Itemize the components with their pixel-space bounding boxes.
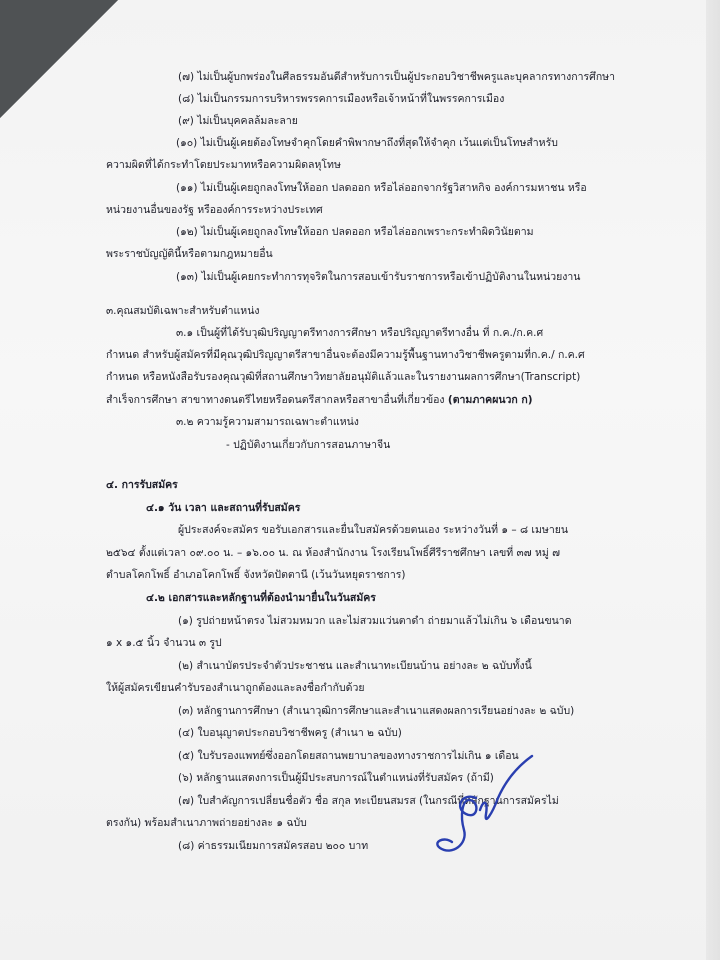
annex-note: (ตามภาคผนวก ก) xyxy=(447,394,533,406)
section4-heading: ๔. การรับสมัคร xyxy=(106,479,178,491)
section3-line-4-text: สำเร็จการศึกษา สาขาทางดนตรีไทยหรือดนตรีสากลหรือสาขาอื่นที่เกี่ยวข้อง xyxy=(106,394,445,406)
doc-item-2: (๒) สำเนาบัตรประจำตัวประชาชน และสำเนาทะเบียนบ้าน อย่างละ ๒ ฉบับทั้งนี้ xyxy=(178,660,532,672)
section3-line-2: กำหนด สำหรับผู้สมัครที่มีคุณวุฒิปริญญาตรีสาขาอื่นจะต้องมีความรู้พื้นฐานทางวิชาชีพครูตามที่ก.ค./ ก.ค.ศ xyxy=(106,349,585,361)
section4-sub1-heading: ๔.๑ วัน เวลา และสถานที่รับสมัคร xyxy=(146,502,301,514)
doc-item-4: (๔) ใบอนุญาตประกอบวิชาชีพครู (สำเนา ๒ ฉบับ) xyxy=(178,727,402,739)
item-12-cont: พระราชบัญญัตินี้หรือตามกฎหมายอื่น xyxy=(106,248,273,260)
doc-item-5: (๕) ใบรับรองแพทย์ซึ่งออกโดยสถานพยาบาลของทางราชการไม่เกิน ๑ เดือน xyxy=(178,750,519,762)
doc-item-3: (๓) หลักฐานการศึกษา (สำเนาวุฒิการศึกษาและสำเนาแสดงผลการเรียนอย่างละ ๒ ฉบับ) xyxy=(178,705,575,717)
doc-item-2-cont: ให้ผู้สมัครเขียนคำรับรองสำเนาถูกต้องและลงชื่อกำกับด้วย xyxy=(106,682,365,694)
section4-sub1-line-2: ๒๕๖๔ ตั้งแต่เวลา ๐๙.๐๐ น. – ๑๖.๐๐ น. ณ ห้องสำนักงาน โรงเรียนโพธิ์ศีรีราชศึกษา เลขที่ ๓๗ หมู่ ๗ xyxy=(106,547,561,559)
doc-item-1: (๑) รูปถ่ายหน้าตรง ไม่สวมหมวก และไม่สวมแว่นตาดำ ถ่ายมาแล้วไม่เกิน ๖ เดือนขนาด xyxy=(178,615,572,627)
item-11: (๑๑) ไม่เป็นผู้เคยถูกลงโทษให้ออก ปลดออก หรือไล่ออกจากรัฐวิสาหกิจ องค์การมหาชน หรือ xyxy=(176,182,587,194)
item-13: (๑๓) ไม่เป็นผู้เคยกระทำการทุจริตในการสอบเข้ารับราชการหรือเข้าปฏิบัติงานในหน่วยงาน xyxy=(176,271,581,283)
doc-item-8: (๘) ค่าธรรมเนียมการสมัครสอบ ๒๐๐ บาท xyxy=(178,840,369,852)
item-7: (๗) ไม่เป็นผู้บกพร่องในศีลธรรมอันดีสำหรับการเป็นผู้ประกอบวิชาชีพครูและบุคลากรทางการศึกษา xyxy=(178,71,615,83)
item-10: (๑๐) ไม่เป็นผู้เคยต้องโทษจำคุกโดยคำพิพากษาถึงที่สุดให้จำคุก เว้นแต่เป็นโทษสำหรับ xyxy=(176,137,558,149)
item-8: (๘) ไม่เป็นกรรมการบริหารพรรคการเมืองหรือเจ้าหน้าที่ในพรรคการเมือง xyxy=(178,93,505,105)
section3-line-3: กำหนด หรือหนังสือรับรองคุณวุฒิที่สถานศึกษาวิทยาลัยอนุมัติแล้วและในรายงานผลการศึกษา(Transcript) xyxy=(106,371,581,383)
item-9: (๙) ไม่เป็นบุคคลล้มละลาย xyxy=(178,115,298,127)
section4-sub1-line-3: ตำบลโคกโพธิ์ อำเภอโคกโพธิ์ จังหวัดปัตตานี (เว้นวันหยุดราชการ) xyxy=(106,569,406,581)
section3-heading: ๓.คุณสมบัติเฉพาะสำหรับตำแหน่ง xyxy=(106,305,260,317)
section3-line-1: ๓.๑ เป็นผู้ที่ได้รับวุฒิปริญญาตรีทางการศึกษา หรือปริญญาตรีทางอื่น ที่ ก.ค./ก.ค.ศ xyxy=(176,327,544,339)
section3-sub2: ๓.๒ ความรู้ความสามารถเฉพาะตำแหน่ง xyxy=(176,416,359,428)
item-12: (๑๒) ไม่เป็นผู้เคยถูกลงโทษให้ออก ปลดออก หรือไล่ออกเพราะกระทำผิดวินัยตาม xyxy=(176,226,534,238)
handwritten-signature xyxy=(418,752,538,864)
doc-item-7: (๗) ใบสำคัญการเปลี่ยนชื่อตัว ชื่อ สกุล ทะเบียนสมรส (ในกรณีที่หลักฐานการสมัครไม่ xyxy=(178,795,559,807)
doc-item-1-cont: ๑ x ๑.๕ นิ้ว จำนวน ๓ รูป xyxy=(106,637,222,649)
doc-item-6: (๖) หลักฐานแสดงการเป็นผู้มีประสบการณ์ในตำแหน่งที่รับสมัคร (ถ้ามี) xyxy=(178,772,494,784)
doc-item-7-cont: ตรงกัน) พร้อมสำเนาภาพถ่ายอย่างละ ๑ ฉบับ xyxy=(106,817,307,829)
section4-sub2-heading: ๔.๒ เอกสารและหลักฐานที่ต้องนำมายื่นในวันสมัคร xyxy=(146,592,376,604)
section3-line-4 xyxy=(106,391,533,409)
section3-sub2-item: - ปฏิบัติงานเกี่ยวกับการสอนภาษาจีน xyxy=(226,439,391,451)
item-10-cont: ความผิดที่ได้กระทำโดยประมาทหรือความผิดลหุโทษ xyxy=(106,159,341,171)
item-11-cont: หน่วยงานอื่นของรัฐ หรือองค์การระหว่างประเทศ xyxy=(106,204,323,216)
section4-sub1-line-1: ผู้ประสงค์จะสมัคร ขอรับเอกสารและยื่นใบสมัครด้วยตนเอง ระหว่างวันที่ ๑ – ๘ เมษายน xyxy=(178,524,569,536)
